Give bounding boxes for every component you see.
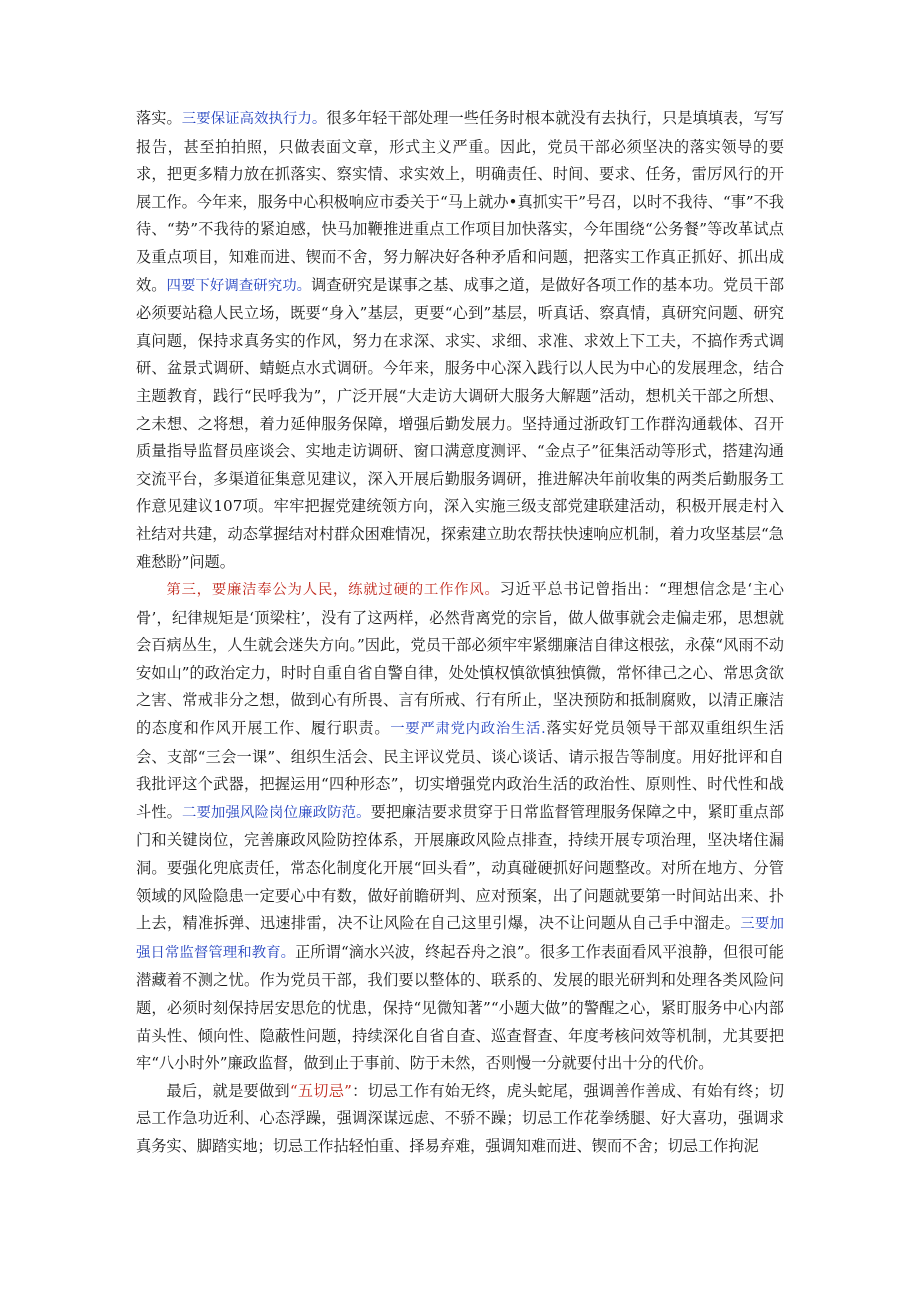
subheading-execution: 三要保证高效执行力。 — [181, 111, 327, 127]
text-segment: 最后，就是要做到 — [166, 1081, 290, 1100]
subheading-research: 四要下好调查研究功。 — [166, 277, 312, 294]
document-page — [136, 105, 784, 1161]
paragraph-execution-research — [136, 105, 784, 576]
subheading-supervision: 三要加强日常监督管理和教育。 — [136, 916, 784, 961]
paragraph-five-avoids — [136, 1078, 784, 1161]
text-segment: ：切忌工作有始无终，虎头蛇尾，强调善作善成、有始有终；切忌工作急功近利、心态浮躁，强调深谋远虑、不骄不躁；切忌工作花拳绣腿、好大喜功，强调求真务实、脚踏实地；切忌工作拈轻怕重、择易弃难，强调知难而进、锲而不舍；切忌工作拘泥 — [136, 1081, 785, 1155]
paragraph-integrity — [136, 576, 784, 1078]
text-segment: 调查研究是谋事之基、成事之道，是做好各项工作的基本功。党员干部必须要站稳人民立场，既要“身入”基层，更要“心到”基层，听真话、察真情，真研究问题、研究真问题，保持求真务实的作风，努力在求深、求实、求细、求准、求效上下工夫，不搞作秀式调研、盆景式调研、蜻蜓点水式调研。今年来，服务中心深入践行以人民为中心的发展理念，结合主题教育，践行“民呼我为”，广泛开展“大走访大调研大服务大解题”活动，想机关干部之所想、之未想、之将想，着力延伸服务保障，增强后勤发展力。坚持通过浙政钉工作群沟通载体、召开质量指导监督员座谈会、实地走访调研、窗口满意度测评、“金点子”征集活动等形式，搭建沟通交流平台，多渠道征集意见建议，深入开展后勤服务调研，推进解决年前收集的两类后勤服务工作意见建议107项。牢牢把握党建统领方向，深入实施三级支部党建联建活动，积极开展走村入社结对共建，动态掌握结对村群众困难情况，探索建立助农帮扶快速响应机制，着力攻坚基层“急难愁盼”问题。 — [136, 275, 785, 571]
subheading-political-life: 一要严肃党内政治生活. — [390, 721, 546, 738]
text-segment: 要把廉洁要求贯穿于日常监督管理服务保障之中，紧盯重点部门和关键岗位，完善廉政风险防控体系，开展廉政风险点排查，持续开展专项治理，坚决堵住漏洞。要强化兜底责任，常态化制度化开展“回头看”，动真碰硬抓好问题整改。对所在地方、分管领域的风险隐患一定要心中有数，做好前瞻研判、应对预案，出了问题就要第一时间站出来、扑上去，精准拆弹、迅速排雷，决不让风险在自己这里引爆，决不让问题从自己手中溜走。 — [136, 802, 785, 933]
text-segment: 习近平总书记曾指出：“理想信念是‘主心骨’，纪律规矩是‘顶梁柱’，没有了这两样，必然背离党的宗旨，做人做事就会走偏走邪，思想就会百病丛生，人生就会迷失方向。”因此，党员干部必须牢牢紧绷廉洁自律这根弦，永葆“风雨不动安如山”的政治定力，时时自重自省自警自律，处处慎权慎欲慎独慎微，常怀律己之心、常思贪欲之害、常戒非分之想，做到心有所畏、言有所戒、行有所止，坚决预防和抵制腐败，以清正廉洁的态度和作风开展工作、履行职责。 — [136, 580, 784, 738]
text-segment: 落实好党员领导干部双重组织生活会、支部“三会一课”、组织生活会、民主评议党员、谈心谈话、请示报告等制度。用好批评和自我批评这个武器，把握运用“四种形态”，切实增强党内政治生活的政治性、原则性、时代性和战斗性。 — [136, 719, 785, 821]
text-segment: 落实。 — [136, 109, 182, 127]
text-segment: 正所谓“滴水兴波，终起吞舟之浪”。很多工作表面看风平浪静，但很可能潜藏着不测之忧。作为党员干部，我们要以整体的、联系的、发展的眼光研判和处理各类风险问题，必须时刻保持居安思危的忧患，保持“见微知著”“小题大做”的警醒之心，紧盯服务中心内部苗头性、倾向性、隐蔽性问题，持续深化自省自查、巡查督查、年度考核问效等机制，尤其要把牢“八小时外”廉政监督，做到止于事前、防于未然，否则慢一分就要付出十分的代价。 — [136, 942, 784, 1073]
section-heading-integrity: 第三，要廉洁奉公为人民，练就过硬的工作作风。 — [166, 582, 500, 599]
highlight-five-avoids: “五切忌” — [289, 1081, 352, 1100]
text-segment: 很多年轻干部处理一些任务时根本就没有去执行，只是填填表，写写报告，甚至拍拍照，只做表面文章，形式主义严重。因此，党员干部必须坚决的落实领导的要求，把更多精力放在抓落实、察实情、求实效上，明确责任、时间、要求、任务，雷厉风行的开展工作。今年来，服务中心积极响应市委关于“马上就办•真抓实干”号召，以时不我待、“事”不我待、“势”不我待的紧迫感，快马加鞭推进重点工作项目加快落实，今年围绕“公务餐”等改革试点及重点项目，知难而进、锲而不舍，努力解决好各种矛盾和问题，把落实工作真正抓好、抓出成效。 — [136, 109, 785, 294]
subheading-risk-prevention: 二要加强风险岗位廉政防范。 — [181, 804, 371, 821]
